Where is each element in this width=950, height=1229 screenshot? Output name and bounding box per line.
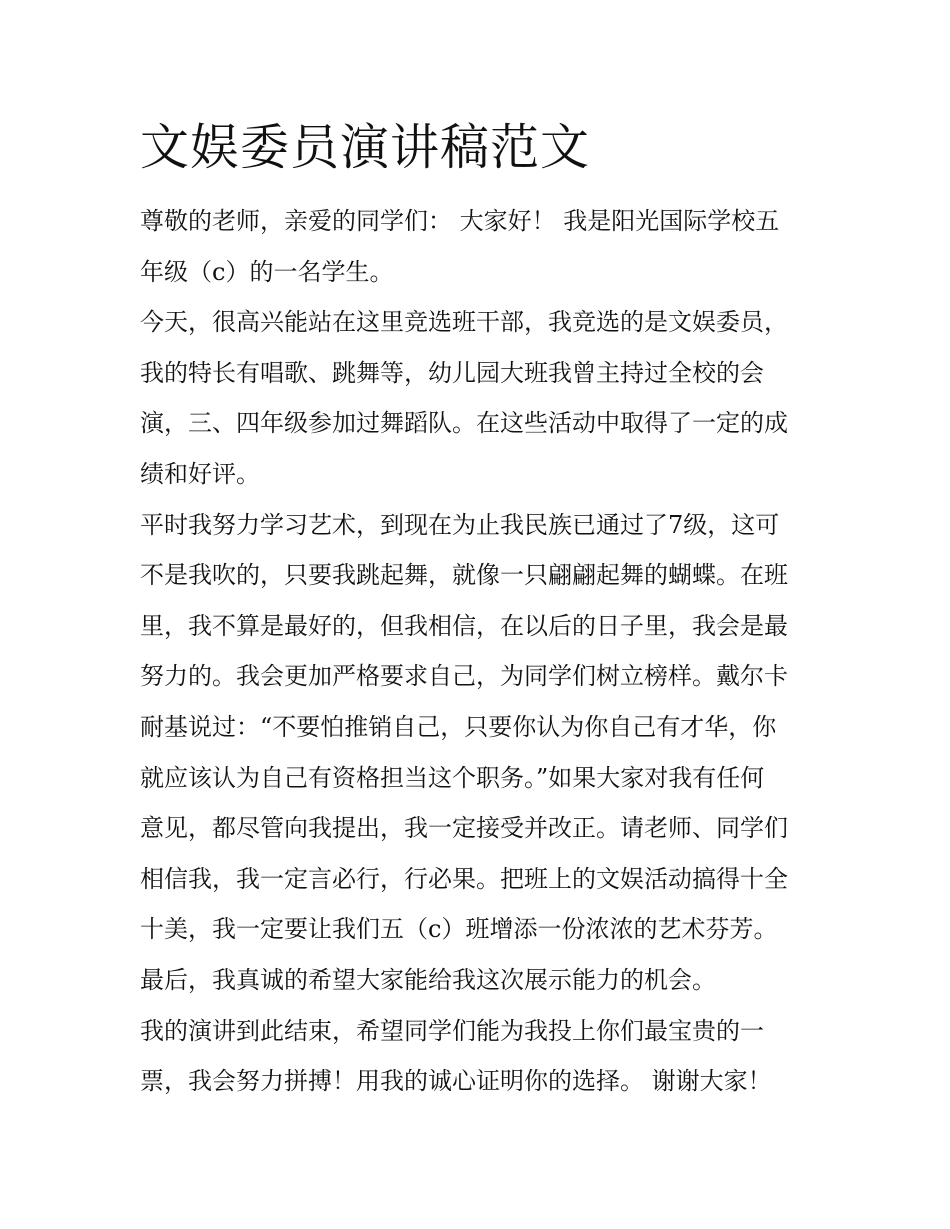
text-line: 演，三、四年级参加过舞蹈队。在这些活动中取得了一定的成 (140, 409, 788, 438)
document-title: 文娱委员演讲稿范文 (140, 119, 591, 176)
text-line: 尊敬的老师，亲爱的同学们： 大家好！ 我是阳光国际学校五 (140, 207, 780, 235)
text-line: 不是我吹的，只要我跳起舞，就像一只翩翩起舞的蝴蝶。在班 (140, 561, 788, 590)
text-line: 相信我，我一定言必行，行必果。把班上的文娱活动搞得十全 (140, 864, 788, 893)
text-line: 十美，我一定要让我们五（c）班增添一份浓浓的艺术芬芳。 (140, 915, 778, 944)
text-line: 绩和好评。 (140, 459, 260, 488)
text-line: 我的演讲到此结束，希望同学们能为我投上你们最宝贵的一 (140, 1016, 764, 1045)
text-line: 我的特长有唱歌、跳舞等，幼儿园大班我曾主持过全校的会 (140, 358, 764, 387)
text-line: 意见，都尽管向我提出，我一定接受并改正。请老师、同学们 (140, 814, 788, 843)
text-line: 最后，我真诚的希望大家能给我这次展示能力的机会。 (140, 965, 716, 994)
document-body (140, 196, 820, 1107)
text-line: 年级（c）的一名学生。 (140, 257, 394, 286)
text-line: 就应该认为自己有资格担当这个职务。”如果大家对我有任何 (140, 763, 765, 792)
text-line: 今天，很高兴能站在这里竞选班干部，我竞选的是文娱委员， (140, 308, 788, 337)
text-line: 票，我会努力拼搏！用我的诚心证明你的选择。 谢谢大家！ (140, 1067, 772, 1096)
text-line: 努力的。我会更加严格要求自己，为同学们树立榜样。戴尔卡 (140, 662, 788, 691)
text-line: 里，我不算是最好的，但我相信，在以后的日子里，我会是最 (140, 611, 788, 640)
text-line: 耐基说过：“不要怕推销自己，只要你认为你自己有才华，你 (140, 712, 777, 741)
text-line: 平时我努力学习艺术，到现在为止我民族已通过了7级，这可 (140, 510, 780, 539)
